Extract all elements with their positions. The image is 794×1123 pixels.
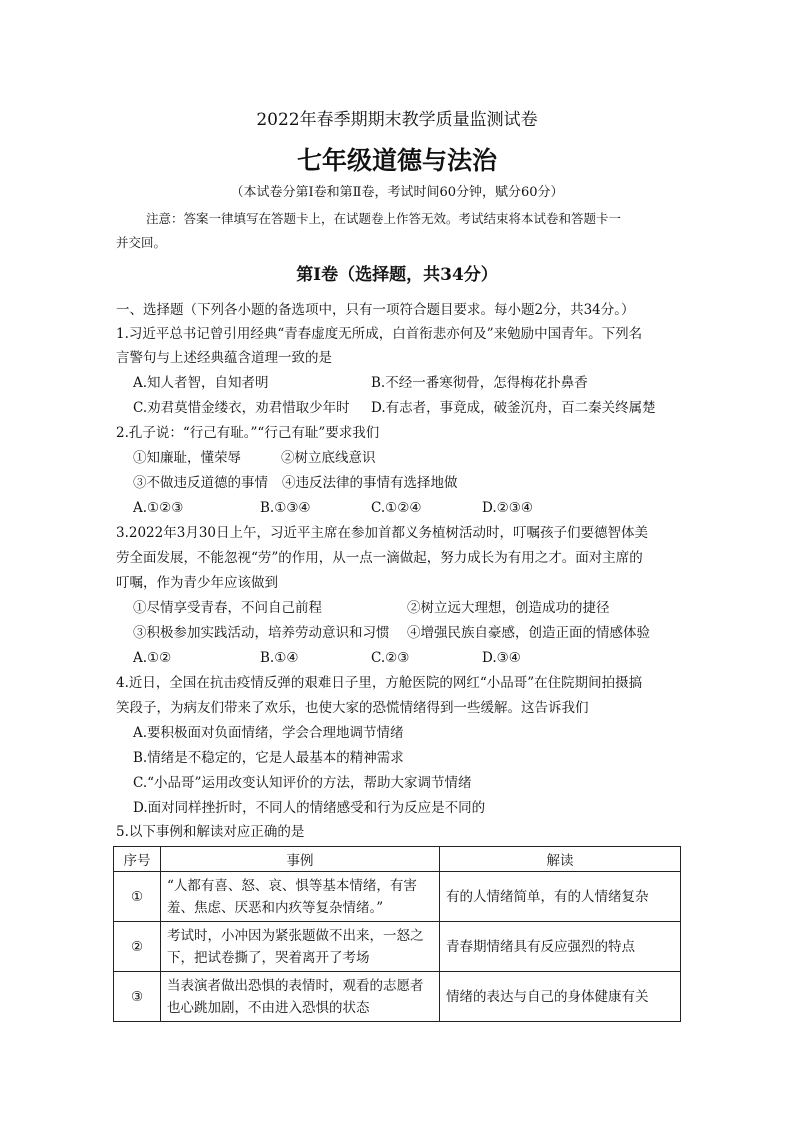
q3-statement-4: ④增强民族自豪感，创造正面的情感体验 (407, 625, 650, 641)
row-number: ① (114, 872, 161, 922)
q4-option-d: D.面对同样挫折时，不同人的情绪感受和行为反应是不同的 (133, 800, 486, 816)
q4-stem-line-1: 4.近日，全国在抗击疫情反弹的艰难日子里，方舱医院的网红“小品哥”在住院期间拍摄搞 (116, 675, 643, 691)
header-interpretation: 解读 (440, 847, 681, 872)
table-row (114, 972, 681, 1022)
q4-option-c: C.“小品哥”运用改变认知评价的方法，帮助大家调节情绪 (133, 775, 472, 791)
exam-info: （本试卷分第Ⅰ卷和第Ⅱ卷，考试时间60分钟，赋分60分） (230, 185, 564, 200)
q3-option-d: D.③④ (482, 650, 521, 666)
q1-stem-line-1: 1.习近平总书记曾引用经典“青春虚度无所成，白首衔悲亦何及”来勉励中国青年。下列名 (116, 326, 643, 342)
row-interpretation: 有的人情绪简单，有的人情绪复杂 (440, 872, 681, 922)
header-example: 事例 (161, 847, 440, 872)
q2-option-b: B.①③④ (260, 500, 311, 516)
q3-stem-line-3: 叮嘱，作为青少年应该做到 (116, 575, 278, 591)
q3-statement-3: ③积极参加实践活动，培养劳动意识和习惯 (133, 625, 390, 641)
row-example (161, 922, 440, 972)
row-number: ③ (114, 972, 161, 1022)
header-number: 序号 (114, 847, 161, 872)
table-row (114, 872, 681, 922)
row-example (161, 872, 440, 922)
q3-option-a: A.①② (133, 650, 172, 666)
row-interpretation: 青春期情绪具有反应强烈的特点 (440, 922, 681, 972)
q2-option-a: A.①②③ (133, 500, 184, 516)
q2-statement-1: ①知廉耻，懂荣辱 (133, 450, 241, 466)
q2-statement-3: ③不做违反道德的事情 (133, 475, 268, 491)
q1-stem-line-2: 言警句与上述经典蕴含道理一致的是 (116, 350, 332, 366)
q3-stem-line-1: 3.2022年3月30日上午，习近平主席在参加首都义务植树活动时，叮嘱孩子们要德智体美 (116, 525, 649, 541)
section-instructions: 一、选择题（下列各小题的备选项中，只有一项符合题目要求。每小题2分，共34分。） (116, 302, 635, 318)
q5-table-header (114, 847, 681, 872)
section-title: 第Ⅰ卷（选择题，共34分） (296, 265, 498, 285)
notice-line-2: 并交回。 (116, 235, 167, 250)
q3-stem-line-2: 劳全面发展，不能忽视“劳”的作用，从一点一滴做起，努力成长为有用之才。面对主席的 (116, 550, 643, 566)
notice-line-1: 注意：答案一律填写在答题卡上，在试题卷上作答无效。考试结束将本试卷和答题卡一 (146, 211, 622, 226)
q1-option-d: D.有志者，事竟成，破釜沉舟，百二秦关终属楚 (371, 400, 656, 416)
q4-stem-line-2: 笑段子，为病友们带来了欢乐，也使大家的恐慌情绪得到一些缓解。这告诉我们 (116, 700, 589, 716)
row-number: ② (114, 922, 161, 972)
q1-option-b: B.不经一番寒彻骨，怎得梅花扑鼻香 (371, 375, 588, 391)
example-line-2: 也心跳加剧，不由进入恐惧的状态 (167, 999, 370, 1016)
row-example (161, 972, 440, 1022)
q2-statement-2: ②树立底线意识 (281, 450, 376, 466)
q5-stem: 5.以下事例和解读对应正确的是 (116, 824, 305, 840)
example-line-1: “人都有喜、怒、哀、惧等基本情绪，有害 (167, 877, 417, 894)
q3-statement-2: ②树立远大理想，创造成功的捷径 (407, 600, 610, 616)
example-line-2: 下，把试卷撕了，哭着离开了考场 (167, 949, 370, 966)
q4-option-b: B.情绪是不稳定的，它是人最基本的精神需求 (133, 750, 404, 766)
subject-title: 七年级道德与法治 (296, 146, 497, 175)
q2-stem: 2.孔子说：“行己有耻。”“行己有耻”要求我们 (116, 425, 380, 441)
q3-option-b: B.①④ (260, 650, 299, 666)
q2-option-c: C.①②④ (371, 500, 422, 516)
example-line-1: 考试时，小冲因为紧张题做不出来，一怒之 (167, 927, 424, 944)
example-line-1: 当表演者做出恐惧的表情时，观看的志愿者 (167, 977, 424, 994)
exam-title: 2022年春季期期末教学质量监测试卷 (256, 110, 538, 130)
table-row (114, 922, 681, 972)
example-line-2: 羞、焦虑、厌恶和内疚等复杂情绪。” (167, 899, 384, 916)
q5-table (113, 846, 681, 1022)
q1-option-a: A.知人者智，自知者明 (133, 375, 269, 391)
q2-statement-4: ④违反法律的事情有选择地做 (282, 475, 458, 491)
q3-statement-1: ①尽情享受青春，不问自己前程 (133, 600, 322, 616)
q4-option-a: A.要积极面对负面情绪，学会合理地调节情绪 (133, 725, 404, 741)
q3-option-c: C.②③ (371, 650, 410, 666)
row-interpretation: 情绪的表达与自己的身体健康有关 (440, 972, 681, 1022)
q2-option-d: D.②③④ (482, 500, 533, 516)
q1-option-c: C.劝君莫惜金缕衣，劝君惜取少年时 (133, 400, 350, 416)
